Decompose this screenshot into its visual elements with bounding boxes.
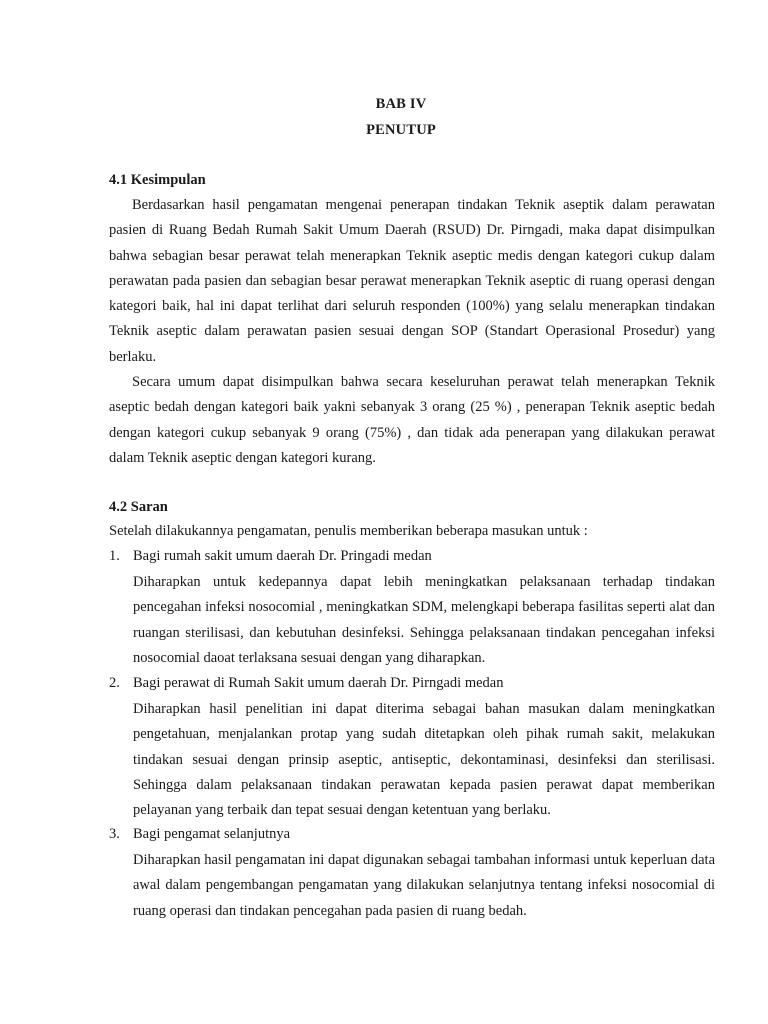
list-item-body: Diharapkan hasil penelitian ini dapat diterima sebagai bahan masukan dalam meningkatkan pengetahuan, menjalankan protap yang sudah ditetapkan oleh pihak rumah sakit, melakukan tindakan sesuai dengan prinsip aseptic, antiseptic, dekontaminasi, desinfeksi dan sterilisasi. Sehingga dalam pelaksanaan tindakan perawatan kepada pasien perawat dapat memberikan pelayanan yang terbaik dan tepat sesuai dengan ketentuan yang berlaku. bbox=[133, 701, 715, 819]
list-item-body: Diharapkan untuk kedepannya dapat lebih meningkatkan pelaksanaan terhadap tindakan pencegahan infeksi nosocomial , meningkatkan SDM, melengkapi beberapa fasilitas seperti alat dan ruangan sterilisasi, dan kebutuhan desinfeksi. Sehingga pelaksanaan tindakan pencegahan infeksi nosocomial daoat terlaksana sesuai dengan yang diharapkan. bbox=[133, 574, 715, 666]
list-item-title: Bagi perawat di Rumah Sakit umum daerah Dr. Pirngadi medan bbox=[133, 675, 504, 691]
list-item-number: 1. bbox=[109, 548, 120, 564]
list-item-number: 2. bbox=[109, 675, 120, 691]
list-item-body: Diharapkan hasil pengamatan ini dapat digunakan sebagai tambahan informasi untuk keperluan data awal dalam pengembangan pengamatan yang dilakukan selanjutnya tentang infeksi nosocomial di ruang operasi dan tindakan pencegahan pada pasien di ruang bedah. bbox=[133, 852, 715, 919]
list-item-title: Bagi rumah sakit umum daerah Dr. Pringadi medan bbox=[133, 548, 432, 564]
section-heading-saran: 4.2 Saran bbox=[109, 499, 168, 515]
chapter-title: PENUTUP bbox=[366, 122, 436, 138]
paragraph: Secara umum dapat disimpulkan bahwa secara keseluruhan perawat telah menerapkan Teknik aseptic bedah dengan kategori baik yakni sebanyak 3 orang (25 %) , penerapan Teknik aseptic bedah dengan kategori cukup sebanyak 9 orang (75%) , dan tidak ada penerapan yang dilakukan perawat dalam Teknik aseptic dengan kategori kurang. bbox=[109, 374, 715, 466]
section-heading-kesimpulan: 4.1 Kesimpulan bbox=[109, 172, 206, 188]
paragraph: Berdasarkan hasil pengamatan mengenai penerapan tindakan Teknik aseptik dalam perawatan pasien di Ruang Bedah Rumah Sakit Umum Daerah (RSUD) Dr. Pirngadi, maka dapat disimpulkan bahwa sebagian besar perawat telah menerapkan Teknik aseptic medis dengan kategori cukup dalam perawatan pada pasien dan sebagian besar perawat menerapkan Teknik aseptic di ruang operasi dengan kategori baik, hal ini dapat terlihat dari seluruh responden (100%) yang selalu menerapkan tindakan Teknik aseptic dalam perawatan pasien sesuai dengan SOP (Standart Operasional Prosedur) yang berlaku. bbox=[109, 197, 715, 365]
section-intro: Setelah dilakukannya pengamatan, penulis memberikan beberapa masukan untuk : bbox=[109, 523, 588, 539]
chapter-number: BAB IV bbox=[375, 96, 427, 112]
list-item-title: Bagi pengamat selanjutnya bbox=[133, 826, 291, 842]
list-item-number: 3. bbox=[109, 826, 120, 842]
